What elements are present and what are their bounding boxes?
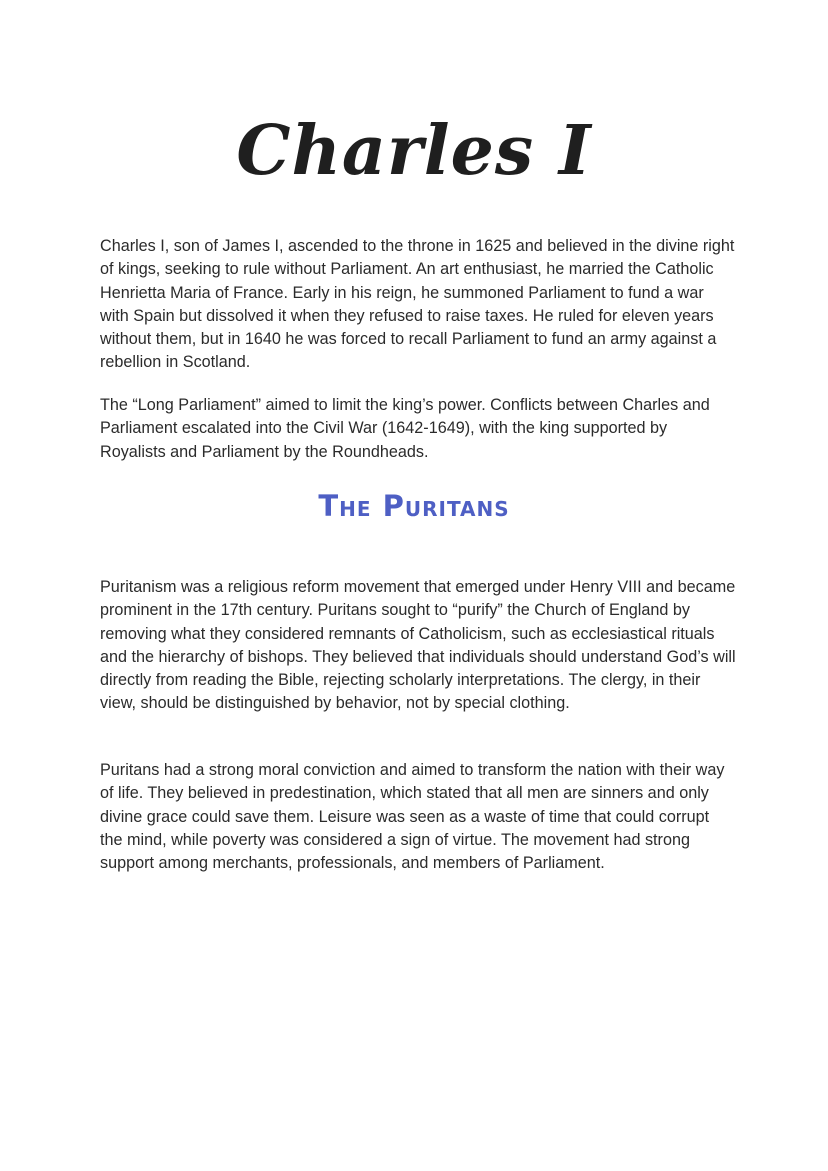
paragraph-long-parliament: The “Long Parliament” aimed to limit the king’s power. Conflicts between Charles and Parliament escalated into the Civil War (1642-1649), with the king supported by Royalists and Parliament by the Roundheads. — [100, 396, 710, 461]
paragraph-puritanism-origins: Puritanism was a religious reform movement that emerged under Henry VIII and became prominent in the 17th century. Puritans sought to “purify” the Church of England by removing what they considered remnants of Catholicism, such as ecclesiastical rituals and the hierarchy of bishops. They believed that individuals should understand God’s will directly from reading the Bible, rejecting scholarly interpretations. The clergy, in their view, should be distinguished by behavior, not by special clothing. — [100, 578, 736, 713]
page-title: Charles I — [236, 111, 592, 191]
paragraph-puritan-beliefs: Puritans had a strong moral conviction and aimed to transform the nation with their way of life. They believed in predestination, which stated that all men are sinners and only divine grace could save them. Leisure was seen as a waste of time that could corrupt the mind, while poverty was considered a sign of virtue. The movement had strong support among merchants, professionals, and members of Parliament. — [100, 761, 725, 873]
paragraph-charles-reign: Charles I, son of James I, ascended to the throne in 1625 and believed in the divine right of kings, seeking to rule without Parliament. An art enthusiast, he married the Catholic Henrietta Maria of France. Early in his reign, he summoned Parliament to fund a war with Spain but dissolved it when they refused to raise taxes. He ruled for eleven years without them, but in 1640 he was forced to recall Parliament to fund an army against a rebellion in Scotland. — [100, 237, 735, 372]
section-heading-puritans: The Puritans — [318, 489, 510, 523]
